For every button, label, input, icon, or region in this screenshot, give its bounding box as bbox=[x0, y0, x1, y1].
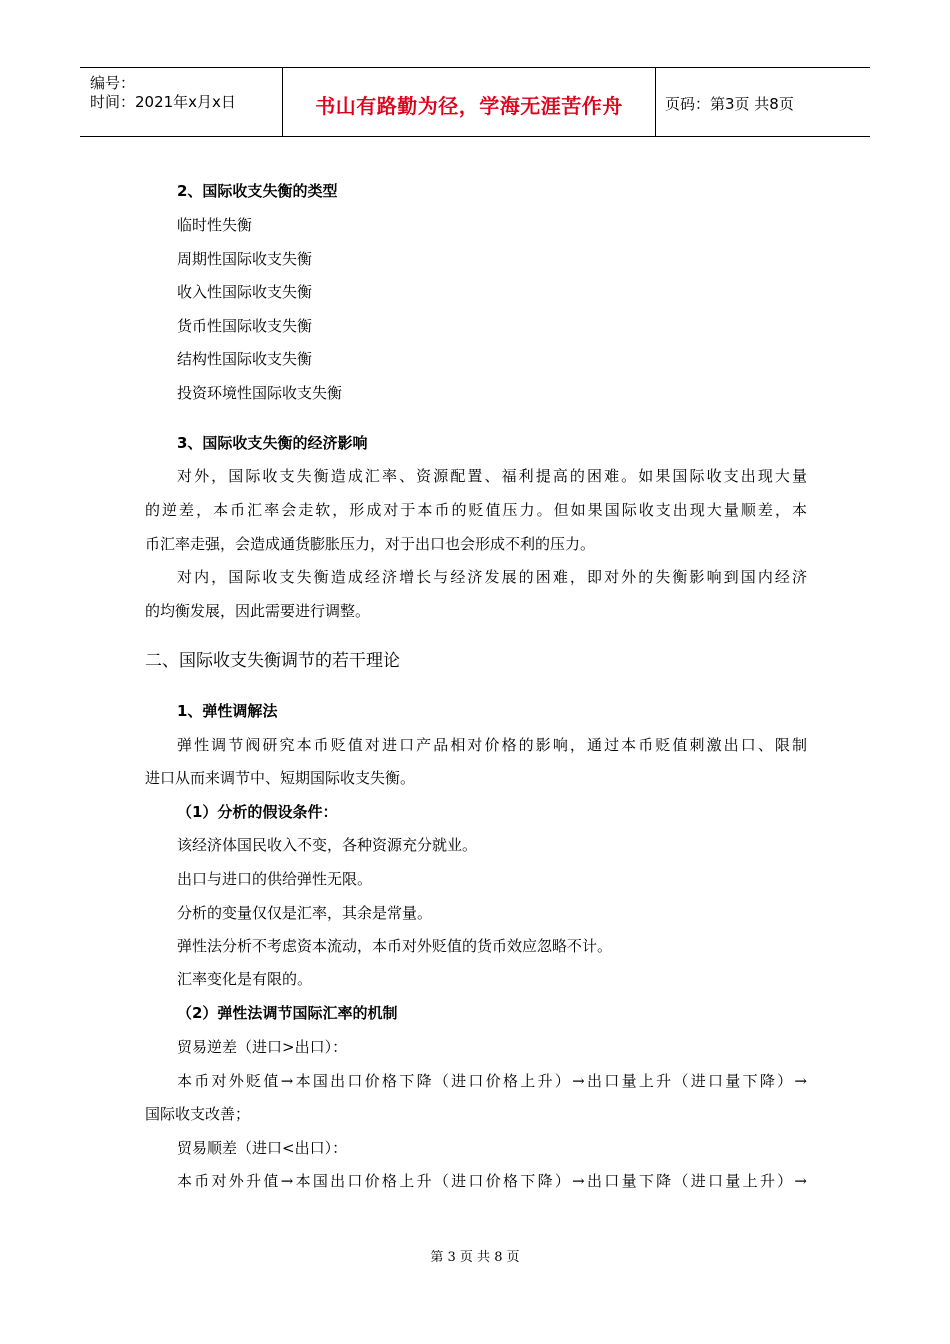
paragraph-line: 币汇率走强，会造成通货膨胀压力，对于出口也会形成不利的压力。 bbox=[145, 535, 596, 553]
subheading-mechanism: （2）弹性法调节国际汇率的机制 bbox=[177, 1004, 398, 1022]
assumption-item: 出口与进口的供给弹性无限。 bbox=[177, 870, 373, 888]
subheading-elasticity: 1、弹性调解法 bbox=[177, 702, 278, 720]
paragraph-line: 国际收支改善； bbox=[145, 1105, 251, 1123]
paragraph-line: 本币对外贬值→本国出口价格下降（进口价格上升）→出口量上升（进口量下降）→ bbox=[177, 1072, 807, 1090]
type-item: 投资环境性国际收支失衡 bbox=[177, 384, 343, 402]
subheading-economic-impact: 3、国际收支失衡的经济影响 bbox=[177, 434, 368, 452]
assumption-item: 汇率变化是有限的。 bbox=[177, 970, 313, 988]
paragraph-line: 对内，国际收支失衡造成经济增长与经济发展的困难，即对外的失衡影响到国内经济 bbox=[177, 568, 807, 586]
paragraph-line: 的均衡发展，因此需要进行调整。 bbox=[145, 602, 371, 620]
header-motto: 书山有路勤为径，学海无涯苦作舟 bbox=[315, 94, 623, 118]
paragraph-line: 本币对外升值→本国出口价格上升（进口价格下降）→出口量下降（进口量上升）→ bbox=[177, 1172, 807, 1190]
section-heading-theories: 二、国际收支失衡调节的若干理论 bbox=[145, 651, 400, 671]
type-item: 结构性国际收支失衡 bbox=[177, 350, 313, 368]
trade-deficit-label: 贸易逆差（进口>出口）： bbox=[177, 1038, 348, 1056]
paragraph-line: 进口从而来调节中、短期国际收支失衡。 bbox=[145, 769, 416, 787]
paragraph-line: 弹性调节阀研究本币贬值对进口产品相对价格的影响，通过本币贬值刺激出口、限制 bbox=[177, 736, 807, 754]
page-header bbox=[80, 67, 870, 137]
header-meta bbox=[80, 68, 282, 136]
header-motto-cell bbox=[282, 68, 656, 136]
header-page-info: 页码：第3页 共8页 bbox=[665, 95, 794, 113]
paragraph-line: 的逆差，本币汇率会走软，形成对于本币的贬值压力。但如果国际收支出现大量顺差，本 bbox=[145, 501, 807, 519]
type-item: 收入性国际收支失衡 bbox=[177, 283, 313, 301]
subheading-imbalance-types: 2、国际收支失衡的类型 bbox=[177, 182, 338, 200]
type-item: 货币性国际收支失衡 bbox=[177, 317, 313, 335]
assumption-item: 弹性法分析不考虑资本流动，本币对外贬值的货币效应忽略不计。 bbox=[177, 937, 613, 955]
type-item: 周期性国际收支失衡 bbox=[177, 250, 313, 268]
assumption-item: 该经济体国民收入不变，各种资源充分就业。 bbox=[177, 836, 478, 854]
type-item: 临时性失衡 bbox=[177, 216, 253, 234]
document-date: 时间：2021年x月x日 bbox=[90, 93, 236, 111]
document-number-label: 编号： bbox=[90, 74, 136, 92]
subheading-assumptions: （1）分析的假设条件： bbox=[177, 803, 338, 821]
paragraph-line: 对外，国际收支失衡造成汇率、资源配置、福利提高的困难。如果国际收支出现大量 bbox=[177, 467, 807, 485]
header-page-cell bbox=[655, 68, 870, 136]
assumption-item: 分析的变量仅仅是汇率，其余是常量。 bbox=[177, 904, 433, 922]
page-footer: 第 3 页 共 8 页 bbox=[430, 1250, 520, 1265]
trade-surplus-label: 贸易顺差（进口<出口）： bbox=[177, 1139, 348, 1157]
